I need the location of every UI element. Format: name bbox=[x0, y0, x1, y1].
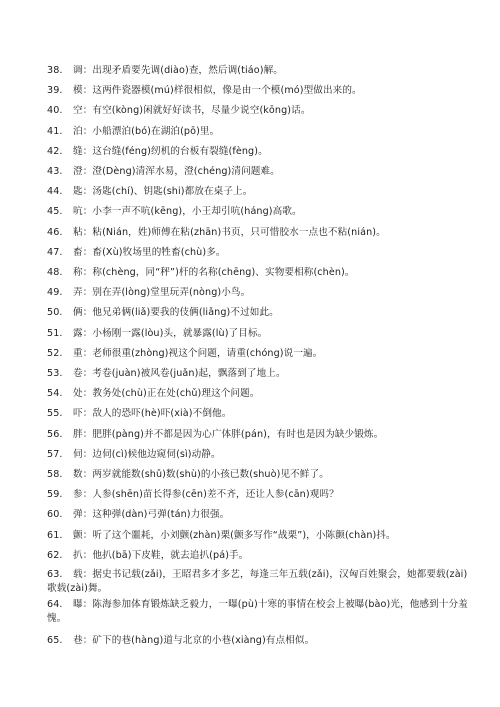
entry-number: 61. bbox=[47, 529, 63, 541]
entry-number: 65. bbox=[47, 635, 63, 646]
entry-47 bbox=[47, 246, 472, 260]
entry-text: 调：出现矛盾要先调(diào)查，然后调(tiáo)解。 bbox=[73, 65, 283, 76]
entry-text: 胖：肥胖(pàng)并不都是因为心广体胖(pán)，有时也是因为缺少锻炼。 bbox=[73, 428, 384, 440]
entry-text: 卷：考卷(juàn)被风卷(juǎn)起，飘落到了地上。 bbox=[73, 368, 286, 379]
entry-41 bbox=[47, 125, 472, 139]
entry-number: 60. bbox=[47, 509, 63, 521]
entry-text: 泊：小船漂泊(bó)在湖泊(pō)里。 bbox=[73, 125, 220, 137]
entry-50 bbox=[47, 306, 472, 320]
entry-text: 巷：矿下的巷(hàng)道与北京的小巷(xiàng)有点相似。 bbox=[73, 635, 315, 646]
entry-number: 52. bbox=[47, 347, 63, 359]
entry-44 bbox=[47, 185, 472, 199]
entry-number: 55. bbox=[47, 408, 63, 420]
entry-text: 畜：畜(Xù)牧场里的牲畜(chù)多。 bbox=[73, 246, 226, 258]
entry-number: 57. bbox=[47, 448, 63, 460]
entry-text: 模：这两件瓷器模(mú)样很相似，像是由一个模(mó)型做出来的。 bbox=[73, 85, 362, 97]
entry-60 bbox=[47, 508, 472, 522]
entry-text: 称：称(chèng，同“秤”)杆的名称(chēng)、实物要相称(chèn)。 bbox=[73, 267, 355, 278]
entry-text: 匙：汤匙(chí)、钥匙(shi)都放在桌子上。 bbox=[73, 186, 253, 198]
entry-number: 46. bbox=[47, 226, 63, 238]
entry-number: 39. bbox=[47, 85, 63, 97]
entry-48 bbox=[47, 266, 472, 280]
entry-number: 47. bbox=[47, 246, 63, 258]
entry-63 bbox=[47, 568, 472, 596]
entry-number: 58. bbox=[47, 469, 63, 480]
entry-38 bbox=[47, 64, 472, 78]
entry-number: 42. bbox=[47, 145, 63, 157]
entry-42 bbox=[47, 145, 472, 159]
entry-number: 38. bbox=[47, 65, 63, 76]
entry-54 bbox=[47, 387, 472, 401]
entry-number: 41. bbox=[47, 125, 63, 137]
entry-number: 51. bbox=[47, 327, 63, 339]
entry-62 bbox=[47, 549, 472, 563]
entry-45 bbox=[47, 205, 472, 219]
entry-text: 粘：粘(Nián，姓)师傅在粘(zhān)书页，只可惜胶水一点也不粘(nián)。 bbox=[73, 226, 386, 238]
entry-text: 曝：陈海参加体育锻炼缺乏毅力，一曝(pù)十寒的事情在校会上被曝(bào)光，他感到十分羞愧。 bbox=[47, 599, 468, 624]
entry-number: 50. bbox=[47, 307, 63, 319]
entry-57 bbox=[47, 448, 472, 462]
entry-55 bbox=[47, 407, 472, 421]
entry-number: 45. bbox=[47, 206, 63, 218]
entry-65 bbox=[47, 634, 472, 648]
entry-text: 数：两岁就能数(shǔ)数(shù)的小孩已数(shuò)见不鲜了。 bbox=[73, 469, 329, 480]
entry-49 bbox=[47, 286, 472, 300]
entry-43 bbox=[47, 165, 472, 179]
entry-text: 澄：澄(Dèng)清浑水易，澄(chéng)清问题难。 bbox=[73, 166, 280, 177]
entry-number: 54. bbox=[47, 388, 63, 400]
entry-text: 空：有空(kòng)闲就好好读书，尽量少说空(kōng)话。 bbox=[73, 105, 311, 117]
entry-51 bbox=[47, 327, 472, 341]
entry-text: 露：小杨刚一露(lòu)头，就暴露(lù)了目标。 bbox=[73, 327, 268, 339]
entry-number: 59. bbox=[47, 489, 63, 501]
entry-61 bbox=[47, 529, 472, 543]
entry-text: 处：教务处(chù)正在处(chǔ)理这个问题。 bbox=[73, 388, 260, 400]
entry-text: 伺：边伺(cì)候他边窥伺(sì)动静。 bbox=[73, 448, 221, 460]
entry-number: 49. bbox=[47, 287, 63, 299]
entry-text: 吓：敌人的恐吓(hè)吓(xià)不倒他。 bbox=[73, 408, 232, 420]
entry-40 bbox=[47, 104, 472, 118]
entry-text: 颤：听了这个噩耗，小刘颤(zhàn)栗(颤多写作“战栗”)，小陈颤(chàn)抖。 bbox=[73, 529, 396, 541]
entry-53 bbox=[47, 367, 472, 381]
entry-58 bbox=[47, 468, 472, 482]
entry-number: 53. bbox=[47, 368, 63, 379]
entry-56 bbox=[47, 428, 472, 442]
entry-text: 载：据史书记载(zǎi)，王昭君多才多艺，每逢三年五载(zǎi)，汉匈百姓聚会，她都要载(zài)歌载(zài)舞。 bbox=[47, 569, 468, 594]
entry-number: 48. bbox=[47, 267, 63, 278]
entry-number: 63. bbox=[47, 569, 63, 580]
entry-text: 扒：他扒(bā)下皮鞋，就去追扒(pá)手。 bbox=[73, 549, 249, 561]
entry-52 bbox=[47, 347, 472, 361]
entry-number: 56. bbox=[47, 428, 63, 440]
entry-text: 弹：这种弹(dàn)弓弹(tán)力很强。 bbox=[73, 509, 230, 521]
entry-text: 俩：他兄弟俩(liǎ)要我的伎俩(liǎng)不过如此。 bbox=[73, 307, 279, 319]
entry-text: 弄：别在弄(lòng)堂里玩弄(nòng)小鸟。 bbox=[73, 287, 251, 299]
entry-number: 40. bbox=[47, 105, 63, 117]
entry-number: 64. bbox=[47, 599, 63, 610]
entry-number: 62. bbox=[47, 549, 63, 561]
entry-text: 参：人参(shēn)苗长得参(cēn)差不齐，还让人参(cān)观吗？ bbox=[73, 489, 339, 501]
entry-39 bbox=[47, 84, 472, 98]
entry-number: 43. bbox=[47, 166, 63, 177]
entry-number: 44. bbox=[47, 186, 63, 198]
entry-46 bbox=[47, 226, 472, 240]
entry-64 bbox=[47, 598, 472, 626]
entry-59 bbox=[47, 488, 472, 502]
entry-text: 缝：这台缝(féng)纫机的台板有裂缝(fèng)。 bbox=[73, 145, 268, 157]
entry-text: 吭：小李一声不吭(kēng)，小王却引吭(háng)高歌。 bbox=[73, 206, 302, 218]
entry-text: 重：老师很重(zhòng)视这个问题，请重(chóng)说一遍。 bbox=[73, 347, 323, 359]
